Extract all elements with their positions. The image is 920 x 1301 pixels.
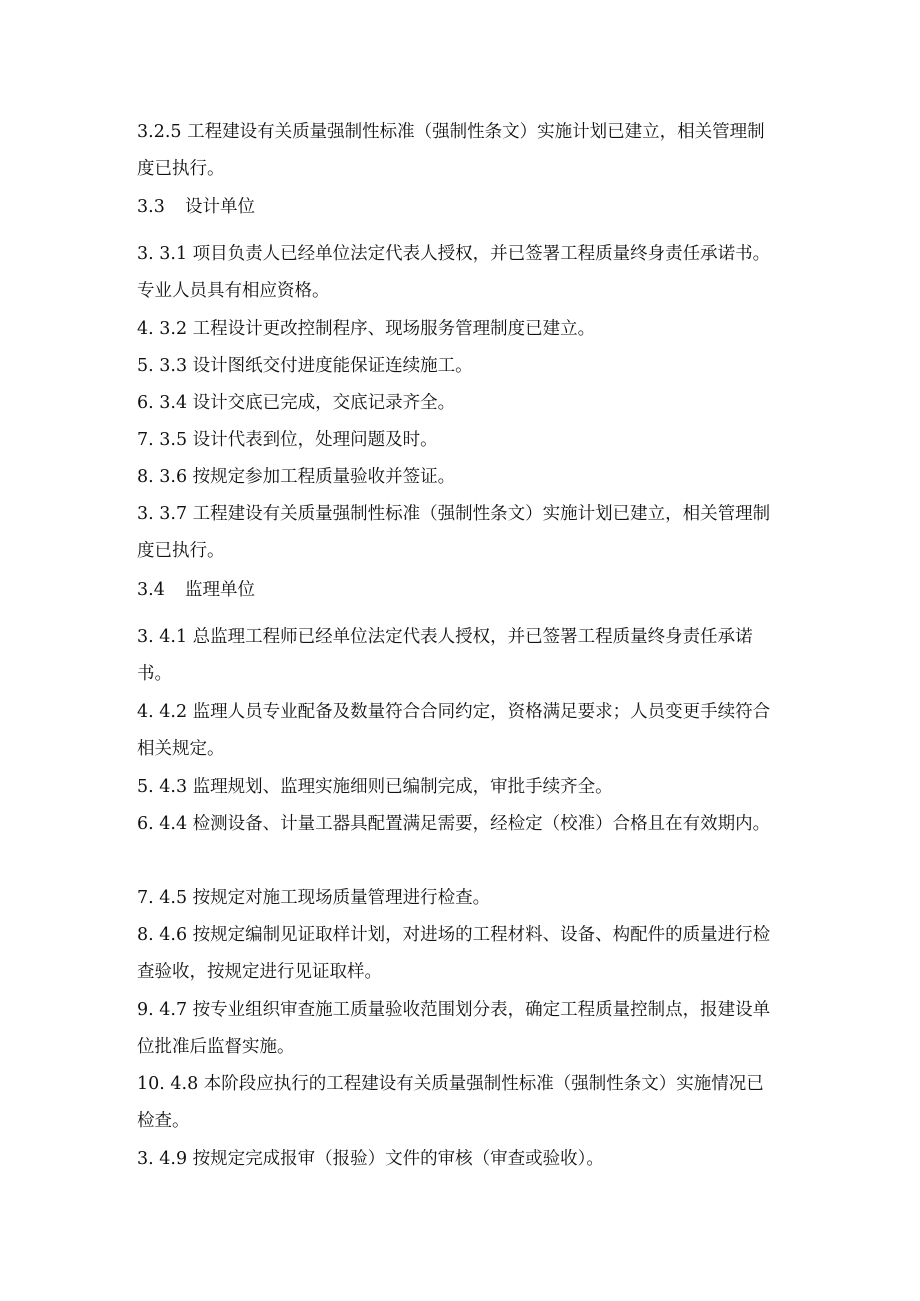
paragraph-3-4-8: 10. 4.8 本阶段应执行的工程建设有关质量强制性标准（强制性条文）实施情况已检查。 [137,1074,764,1131]
paragraph-3-4-7: 9. 4.7 按专业组织审查施工质量验收范围划分表，确定工程质量控制点，报建设单位批准后监督实施。 [137,1000,771,1057]
paragraph-3-4-6: 8. 4.6 按规定编制见证取样计划，对进场的工程材料、设备、构配件的质量进行检查验收，按规定进行见证取样。 [137,925,771,982]
paragraph-3-4-4: 6. 4.4 检测设备、计量工器具配置满足需要，经检定（校准）合格且在有效期内。 [137,814,771,834]
paragraph-3-4-5: 7. 4.5 按规定对施工现场质量管理进行检查。 [137,888,491,908]
section-title: 设计单位 [185,197,255,217]
paragraph-3-3-7: 3. 3.7 工程建设有关质量强制性标准（强制性条文）实施计划已建立，相关管理制度已执行。 [137,504,771,561]
section-number: 3.4 [137,580,165,600]
paragraph-3-3-2: 4. 3.2 工程设计更改控制程序、现场服务管理制度已建立。 [137,319,596,339]
section-heading-3-4 [137,572,777,609]
paragraph-3-4-1: 3. 4.1 总监理工程师已经单位法定代表人授权，并已签署工程质量终身责任承诺书。 [137,627,753,684]
paragraph-3-4-9: 3. 4.9 按规定完成报审（报验）文件的审核（审查或验收）。 [137,1149,604,1169]
paragraph-3-3-5: 7. 3.5 设计代表到位，处理问题及时。 [137,430,438,450]
paragraph-3-3-3: 5. 3.3 设计图纸交付进度能保证连续施工。 [137,356,473,376]
section-heading-3-3 [137,189,777,226]
paragraph-3-4-3: 5. 4.3 监理规划、监理实施细则已编制完成，审批手续齐全。 [137,777,613,797]
section-number: 3.3 [137,197,165,217]
paragraph-3-3-1: 3. 3.1 项目负责人已经单位法定代表人授权，并已签署工程质量终身责任承诺书。专业人员具有相应资格。 [137,244,771,301]
paragraph-3-3-6: 8. 3.6 按规定参加工程质量验收并签证。 [137,467,456,487]
section-title: 监理单位 [185,580,255,600]
paragraph-3-2-5: 3.2.5 工程建设有关质量强制性标准（强制性条文）实施计划已建立，相关管理制度已执行。 [137,122,765,179]
paragraph-3-4-2: 4. 4.2 监理人员专业配备及数量符合合同约定，资格满足要求；人员变更手续符合相关规定。 [137,702,771,759]
paragraph-3-3-4: 6. 3.4 设计交底已完成，交底记录齐全。 [137,393,456,413]
